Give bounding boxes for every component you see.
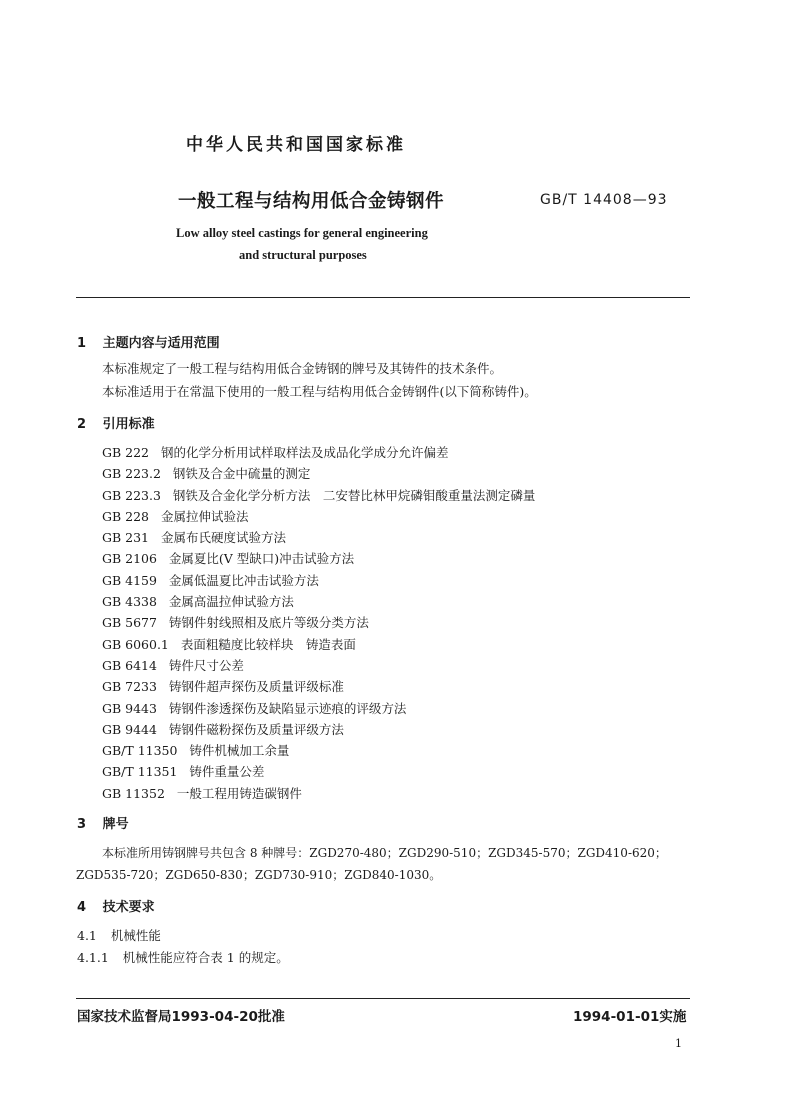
standard-code: GB/T 14408—93 bbox=[540, 192, 668, 208]
approval-text: 国家技术监督局1993-04-20批准 bbox=[77, 1009, 285, 1025]
reference-item bbox=[102, 464, 535, 485]
reference-item bbox=[102, 699, 535, 720]
reference-code: GB 9444 bbox=[102, 721, 157, 737]
reference-code: GB 228 bbox=[102, 508, 150, 524]
section-1-heading bbox=[77, 332, 220, 351]
reference-title: 金属夏比(V 型缺口)冲击试验方法 bbox=[168, 551, 355, 567]
reference-title: 铸钢件超声探伤及质量评级标准 bbox=[168, 679, 344, 695]
effective-date-text: 1994-01-01实施 bbox=[573, 1009, 687, 1025]
reference-title: 钢铁及合金化学分析方法 二安替比林甲烷磷钼酸重量法测定磷量 bbox=[172, 487, 536, 503]
reference-title: 铸件尺寸公差 bbox=[168, 657, 244, 673]
reference-item bbox=[102, 592, 535, 613]
reference-item bbox=[102, 486, 535, 507]
reference-item bbox=[102, 677, 535, 698]
english-title-line2: and structural purposes bbox=[239, 248, 367, 262]
reference-title: 铸件重量公差 bbox=[189, 764, 265, 780]
reference-item bbox=[102, 571, 535, 592]
reference-item bbox=[102, 762, 535, 783]
reference-code: GB 6060.1 bbox=[102, 636, 169, 652]
reference-item bbox=[102, 549, 535, 570]
subsection-title: 机械性能 bbox=[110, 928, 161, 943]
section-number: 2 bbox=[77, 417, 87, 432]
reference-item bbox=[102, 507, 535, 528]
section-number: 4 bbox=[77, 900, 87, 915]
reference-code: GB 2106 bbox=[102, 551, 157, 567]
page-number: 1 bbox=[675, 1037, 682, 1050]
section-1-paragraph-1: 本标准规定了一般工程与结构用低合金铸钢的牌号及其铸件的技术条件。 bbox=[102, 361, 503, 376]
reference-title: 表面粗糙度比较样块 铸造表面 bbox=[180, 636, 356, 652]
reference-title: 铸钢件渗透探伤及缺陷显示迹痕的评级方法 bbox=[168, 700, 407, 716]
reference-title: 金属布氏硬度试验方法 bbox=[160, 530, 286, 546]
section-3-grades-line2: ZGD535-720；ZGD650-830；ZGD730-910；ZGD840-1030。 bbox=[76, 868, 442, 882]
subsection-text: 机械性能应符合表 1 的规定。 bbox=[122, 950, 289, 965]
reference-title: 金属低温夏比冲击试验方法 bbox=[168, 572, 319, 588]
reference-item bbox=[102, 528, 535, 549]
section-number: 1 bbox=[77, 336, 87, 351]
reference-item bbox=[102, 784, 535, 805]
reference-code: GB 223.2 bbox=[102, 466, 161, 482]
reference-item bbox=[102, 720, 535, 741]
reference-item bbox=[102, 613, 535, 634]
reference-code: GB 4159 bbox=[102, 572, 157, 588]
section-4-heading bbox=[77, 896, 155, 915]
reference-code: GB 7233 bbox=[102, 679, 157, 695]
reference-code: GB 11352 bbox=[102, 785, 165, 801]
reference-title: 铸钢件射线照相及底片等级分类方法 bbox=[168, 615, 369, 631]
reference-item bbox=[102, 656, 535, 677]
reference-item bbox=[102, 443, 535, 464]
reference-code: GB 222 bbox=[102, 445, 150, 460]
reference-code: GB 9443 bbox=[102, 700, 157, 716]
section-3-heading bbox=[77, 813, 129, 832]
section-title: 技术要求 bbox=[102, 900, 155, 915]
section-title: 主题内容与适用范围 bbox=[102, 336, 220, 351]
subsection-number: 4.1 bbox=[77, 928, 97, 943]
section-3-grades-line1: 本标准所用铸钢牌号共包含 8 种牌号：ZGD270-480；ZGD290-510；ZGD345-570；ZGD410-620； bbox=[102, 846, 667, 860]
reference-code: GB/T 11350 bbox=[102, 743, 178, 759]
section-2-heading bbox=[77, 413, 155, 432]
footer-divider bbox=[76, 998, 690, 999]
reference-code: GB/T 11351 bbox=[102, 764, 178, 780]
reference-item bbox=[102, 741, 535, 762]
reference-title: 金属高温拉伸试验方法 bbox=[168, 594, 294, 610]
reference-title: 金属拉伸试验法 bbox=[160, 508, 249, 524]
reference-code: GB 5677 bbox=[102, 615, 157, 631]
reference-code: GB 4338 bbox=[102, 594, 157, 610]
reference-code: GB 6414 bbox=[102, 657, 157, 673]
english-title-line1: Low alloy steel castings for general engineering bbox=[176, 226, 428, 240]
reference-title: 一般工程用铸造碳钢件 bbox=[176, 785, 302, 801]
reference-title: 钢的化学分析用试样取样法及成品化学成分允许偏差 bbox=[160, 445, 449, 460]
reference-title: 钢铁及合金中硫量的测定 bbox=[172, 466, 311, 482]
section-title: 牌号 bbox=[102, 817, 129, 832]
subsection-4-1 bbox=[77, 926, 161, 944]
section-title: 引用标准 bbox=[102, 417, 155, 432]
section-1-paragraph-2: 本标准适用于在常温下使用的一般工程与结构用低合金铸钢件(以下简称铸件)。 bbox=[102, 384, 537, 399]
national-standard-heading: 中华人民共和国国家标准 bbox=[186, 135, 406, 155]
header-divider bbox=[76, 297, 690, 298]
reference-code: GB 223.3 bbox=[102, 487, 161, 503]
reference-list bbox=[102, 443, 535, 805]
reference-title: 铸件机械加工余量 bbox=[189, 743, 290, 759]
reference-title: 铸钢件磁粉探伤及质量评级方法 bbox=[168, 721, 344, 737]
subsection-4-1-1 bbox=[77, 948, 289, 966]
subsection-number: 4.1.1 bbox=[77, 950, 109, 965]
section-number: 3 bbox=[77, 817, 87, 832]
reference-code: GB 231 bbox=[102, 530, 150, 546]
document-title: 一般工程与结构用低合金铸钢件 bbox=[178, 191, 445, 212]
reference-item bbox=[102, 635, 535, 656]
